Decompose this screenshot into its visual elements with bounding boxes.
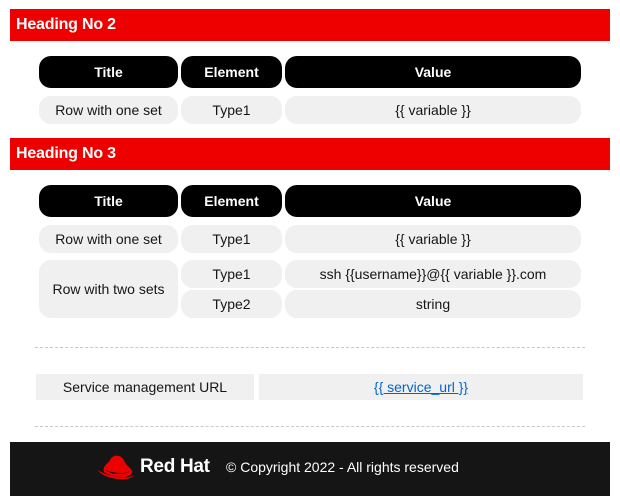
copyright-text: © Copyright 2022 - All rights reserved xyxy=(226,459,459,475)
redhat-hat-icon xyxy=(96,452,136,482)
section-heading-2: Heading No 2 xyxy=(10,9,610,41)
service-url-label: Service management URL xyxy=(36,374,254,400)
table1-row1-element: Type1 xyxy=(181,96,282,124)
table2-header-title: Title xyxy=(39,185,178,217)
divider-top xyxy=(35,347,585,348)
table1-row1-title: Row with one set xyxy=(39,96,178,124)
table1-header-title: Title xyxy=(39,56,178,88)
table1-row1-value: {{ variable }} xyxy=(285,96,581,124)
table2-header-value: Value xyxy=(285,185,581,217)
table1-header-element: Element xyxy=(181,56,282,88)
table2-row2-set1-value: ssh {{username}}@{{ variable }}.com xyxy=(285,260,581,288)
section-heading-3: Heading No 3 xyxy=(10,138,610,170)
table2-row1-value: {{ variable }} xyxy=(285,225,581,253)
table2-row2-set2-element: Type2 xyxy=(181,290,282,318)
table2-header-element: Element xyxy=(181,185,282,217)
service-url-cell xyxy=(259,374,583,400)
redhat-brand-text: Red Hat xyxy=(140,456,210,477)
table1-header-value: Value xyxy=(285,56,581,88)
table2-row2-title: Row with two sets xyxy=(39,260,178,318)
redhat-logo xyxy=(96,452,210,482)
table2-row1-element: Type1 xyxy=(181,225,282,253)
table2-row2-set1-element: Type1 xyxy=(181,260,282,288)
service-url-link[interactable]: {{ service_url }} xyxy=(373,379,469,395)
divider-bottom xyxy=(35,426,585,427)
table2-row1-title: Row with one set xyxy=(39,225,178,253)
footer xyxy=(10,442,610,496)
table2-row2-set2-value: string xyxy=(285,290,581,318)
